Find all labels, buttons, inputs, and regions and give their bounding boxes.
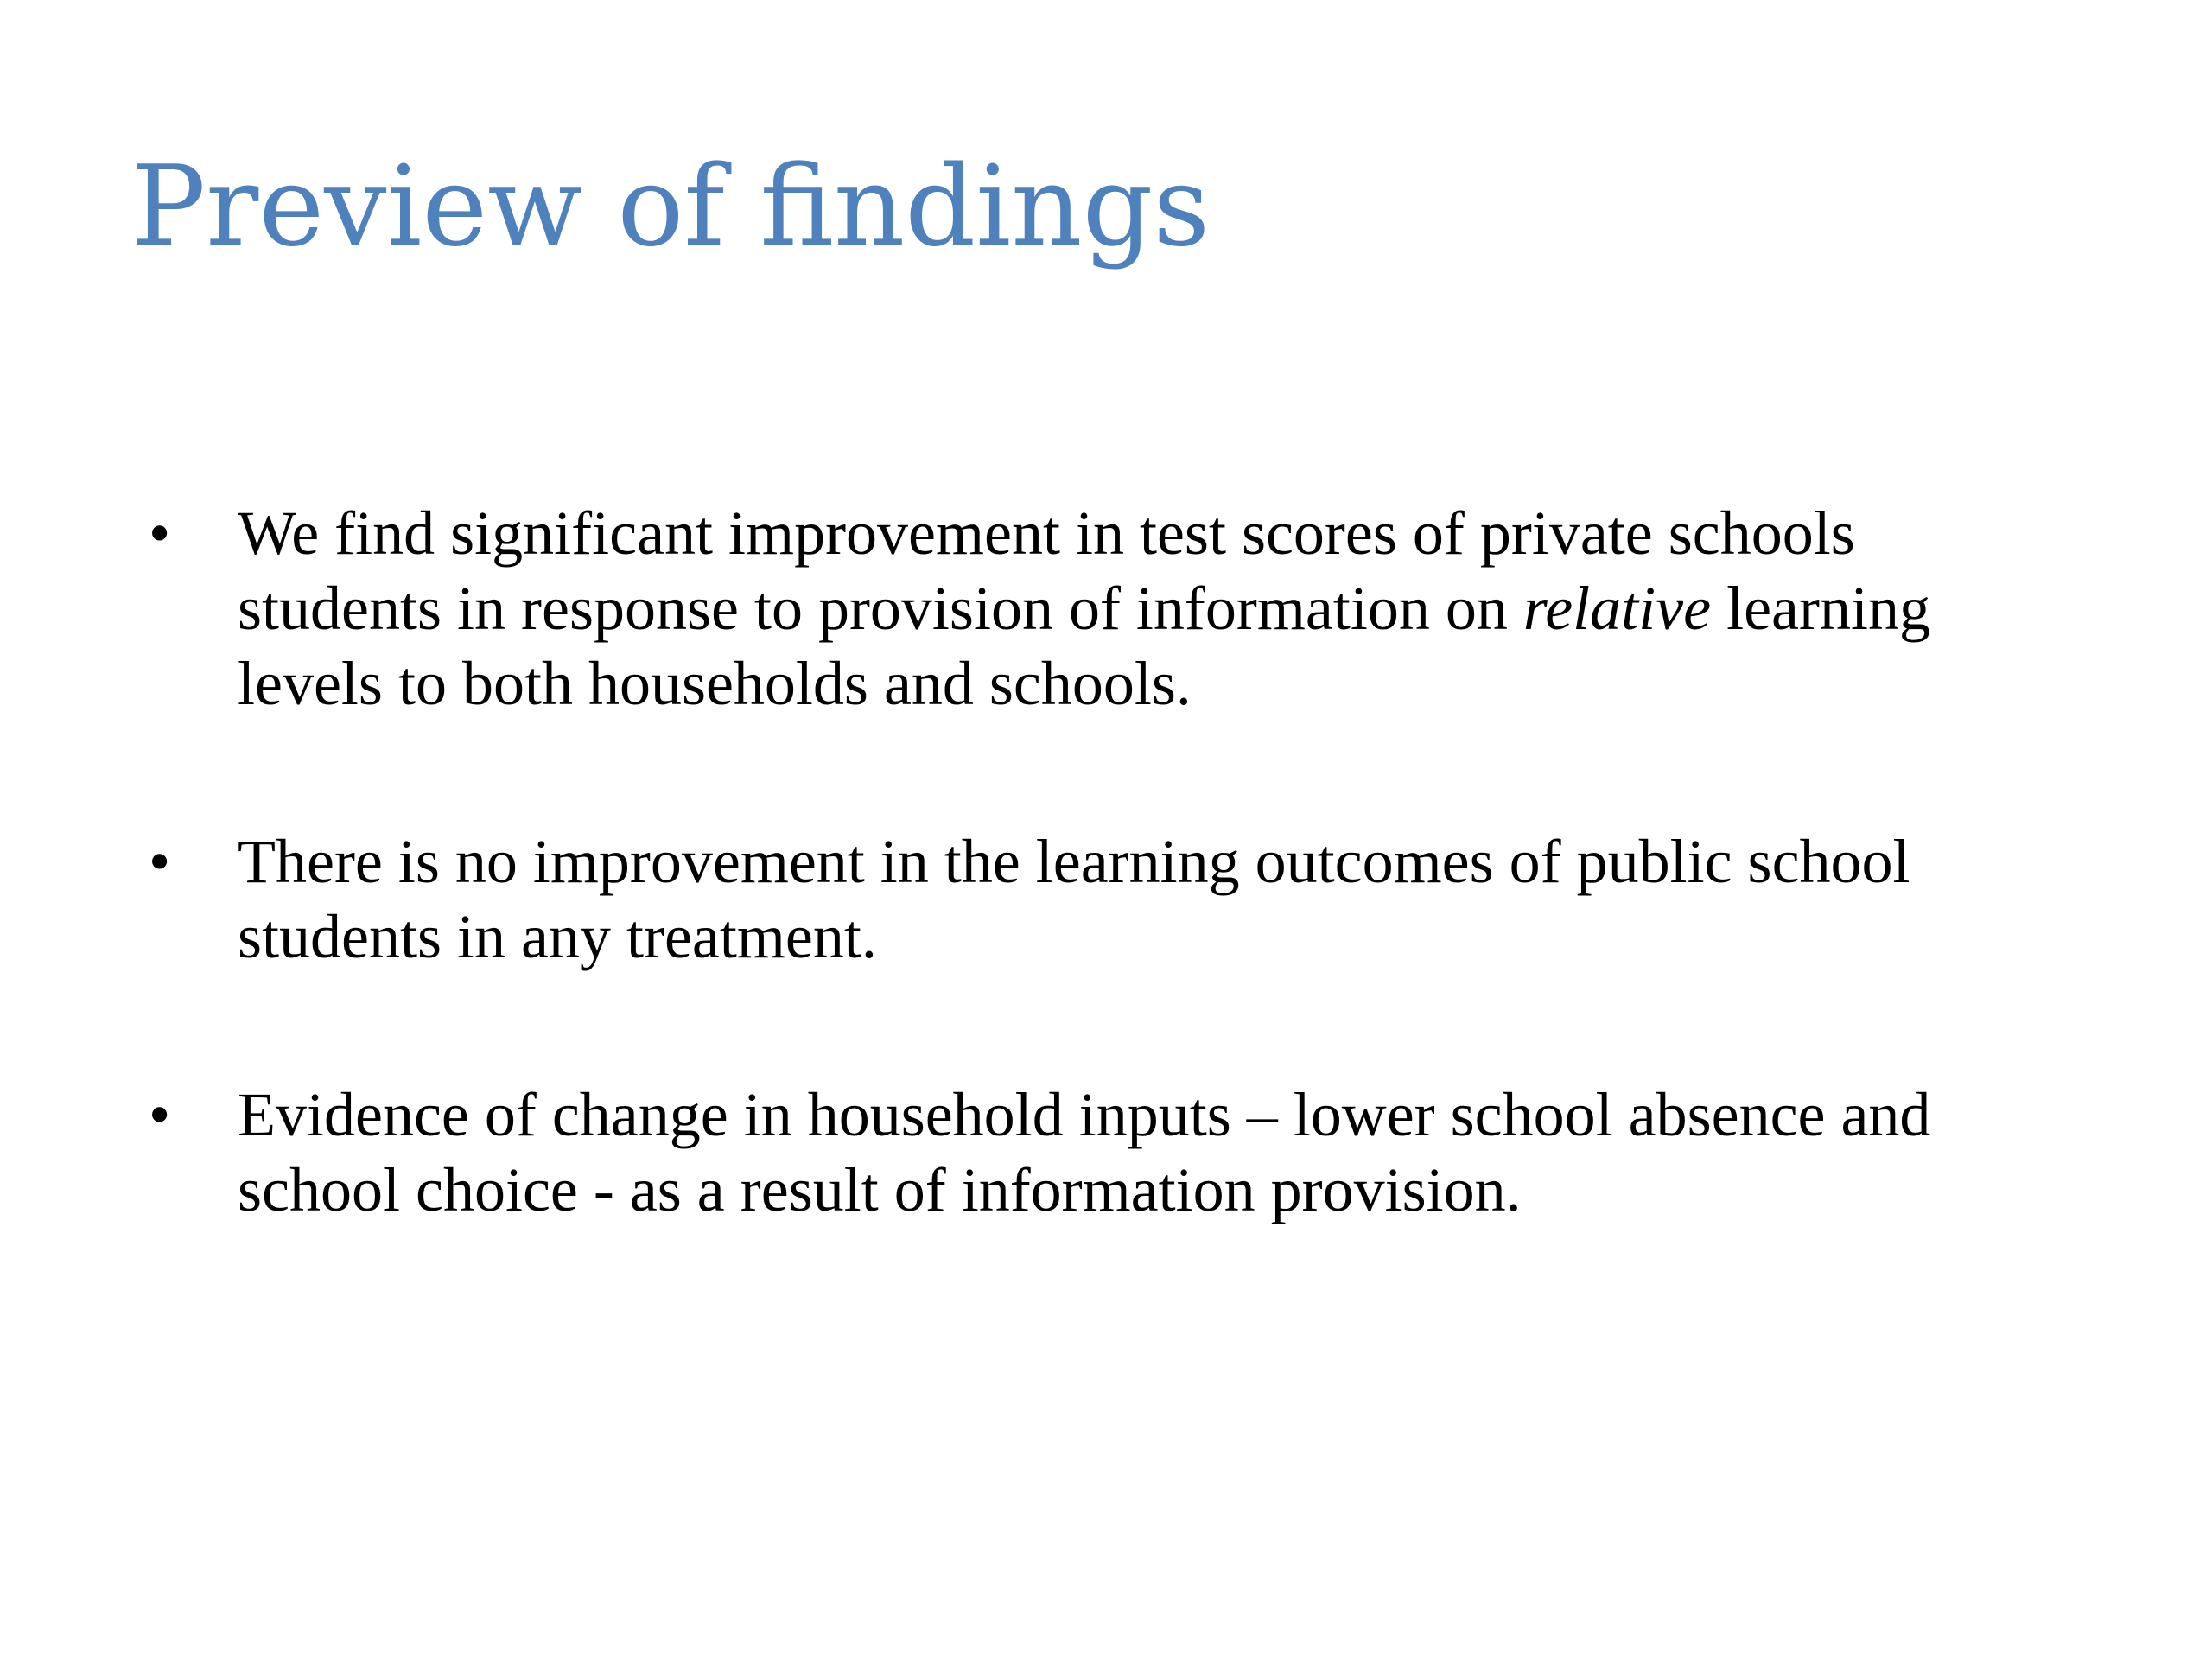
finding-3-line-1: Evidence of change in household inputs – lower school absence and (238, 1080, 1931, 1149)
bullet-icon: • (149, 827, 171, 896)
finding-1-line-2-tail: learning (1711, 574, 1930, 643)
finding-1-italic-word: relative (1522, 574, 1712, 643)
finding-3-line-2: school choice - as a result of information provision. (238, 1155, 1522, 1224)
bullet-icon: • (149, 1080, 171, 1149)
finding-text-3 (238, 1077, 2139, 1228)
finding-1-line-2-head: students in response to provision of information on (238, 574, 1523, 643)
finding-2-line-2: students in any treatment. (238, 902, 877, 971)
finding-text-2 (238, 824, 2139, 975)
finding-1-line-1: We find significant improvement in test scores of private schools (238, 499, 1855, 568)
finding-1-line-3: levels to both households and schools. (238, 649, 1192, 718)
bullet-icon: • (149, 499, 171, 568)
slide-title: Preview of findings (131, 143, 1211, 271)
finding-1-line-2 (238, 571, 2139, 646)
finding-text-1 (238, 496, 2139, 721)
finding-2-line-1: There is no improvement in the learning outcomes of public school (238, 827, 1910, 896)
